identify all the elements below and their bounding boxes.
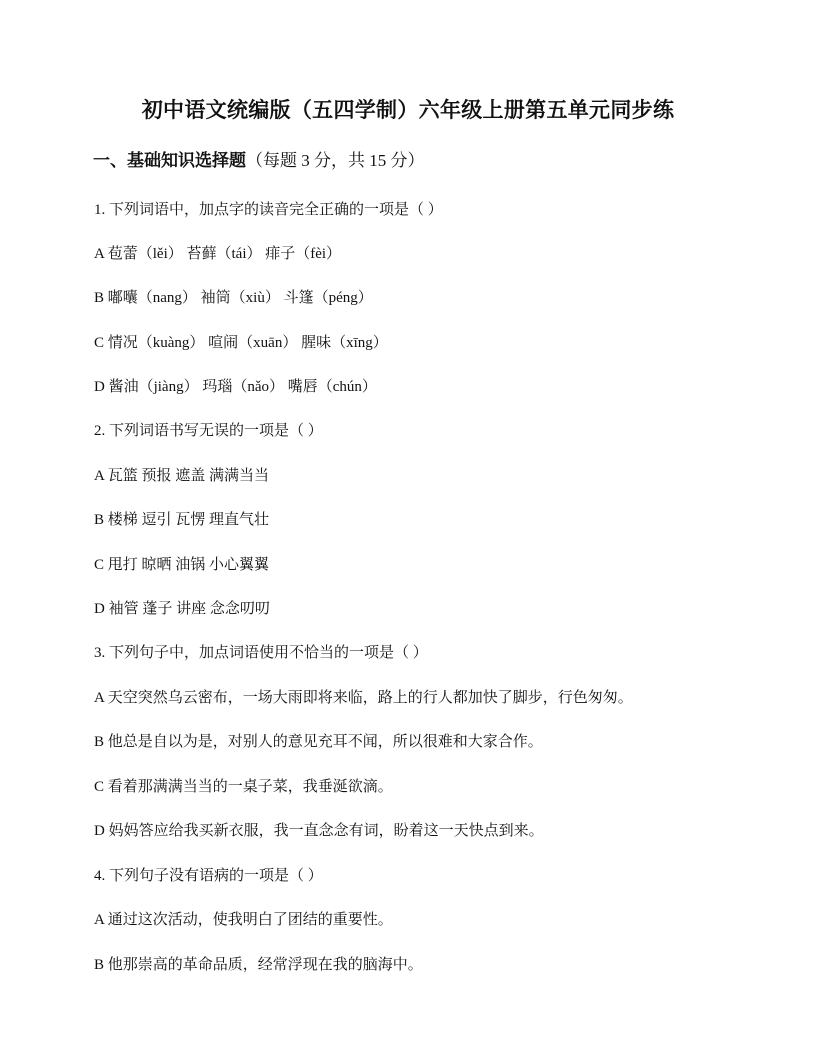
answer-option: D 酱油（jiàng） 玛瑙（nǎo） 嘴唇（chún） (94, 379, 377, 395)
answer-option: B 他那崇高的革命品质，经常浮现在我的脑海中。 (94, 957, 423, 973)
question-stem: 4. 下列句子没有语病的一项是（ ） (94, 868, 323, 884)
answer-option: A 天空突然乌云密布，一场大雨即将来临，路上的行人都加快了脚步，行色匆匆。 (94, 690, 633, 706)
section-heading (93, 149, 425, 173)
question-stem: 1. 下列词语中，加点字的读音完全正确的一项是（ ） (94, 202, 443, 218)
answer-option: D 妈妈答应给我买新衣服，我一直念念有词，盼着这一天快点到来。 (94, 823, 544, 839)
answer-option: A 瓦篮 预报 遮盖 满满当当 (94, 468, 270, 484)
answer-option: B 他总是自以为是，对别人的意见充耳不闻，所以很难和大家合作。 (94, 734, 543, 750)
section-scoring-note: （每题 3 分，共 15 分） (246, 151, 425, 170)
answer-option: B 楼梯 逗引 瓦愣 理直气壮 (94, 512, 270, 528)
question-stem: 3. 下列句子中，加点词语使用不恰当的一项是（ ） (94, 645, 428, 661)
question-stem: 2. 下列词语书写无误的一项是（ ） (94, 423, 323, 439)
answer-option: C 情况（kuàng） 喧闹（xuān） 腥味（xīng） (94, 335, 388, 351)
answer-option: C 甩打 晾晒 油锅 小心翼翼 (94, 557, 270, 573)
document-title: 初中语文统编版（五四学制）六年级上册第五单元同步练 (141, 98, 675, 122)
answer-option: D 袖管 蓬子 讲座 念念叨叨 (94, 601, 270, 617)
answer-option: B 嘟囔（nang） 袖筒（xiù） 斗篷（péng） (94, 290, 373, 306)
section-heading-text: 一、基础知识选择题 (93, 151, 246, 170)
answer-option: A 通过这次活动，使我明白了团结的重要性。 (94, 912, 393, 928)
answer-option: C 看着那满满当当的一桌子菜，我垂涎欲滴。 (94, 779, 393, 795)
answer-option: A 苞蕾（lěi） 苔藓（tái） 痱子（fèi） (94, 246, 342, 262)
